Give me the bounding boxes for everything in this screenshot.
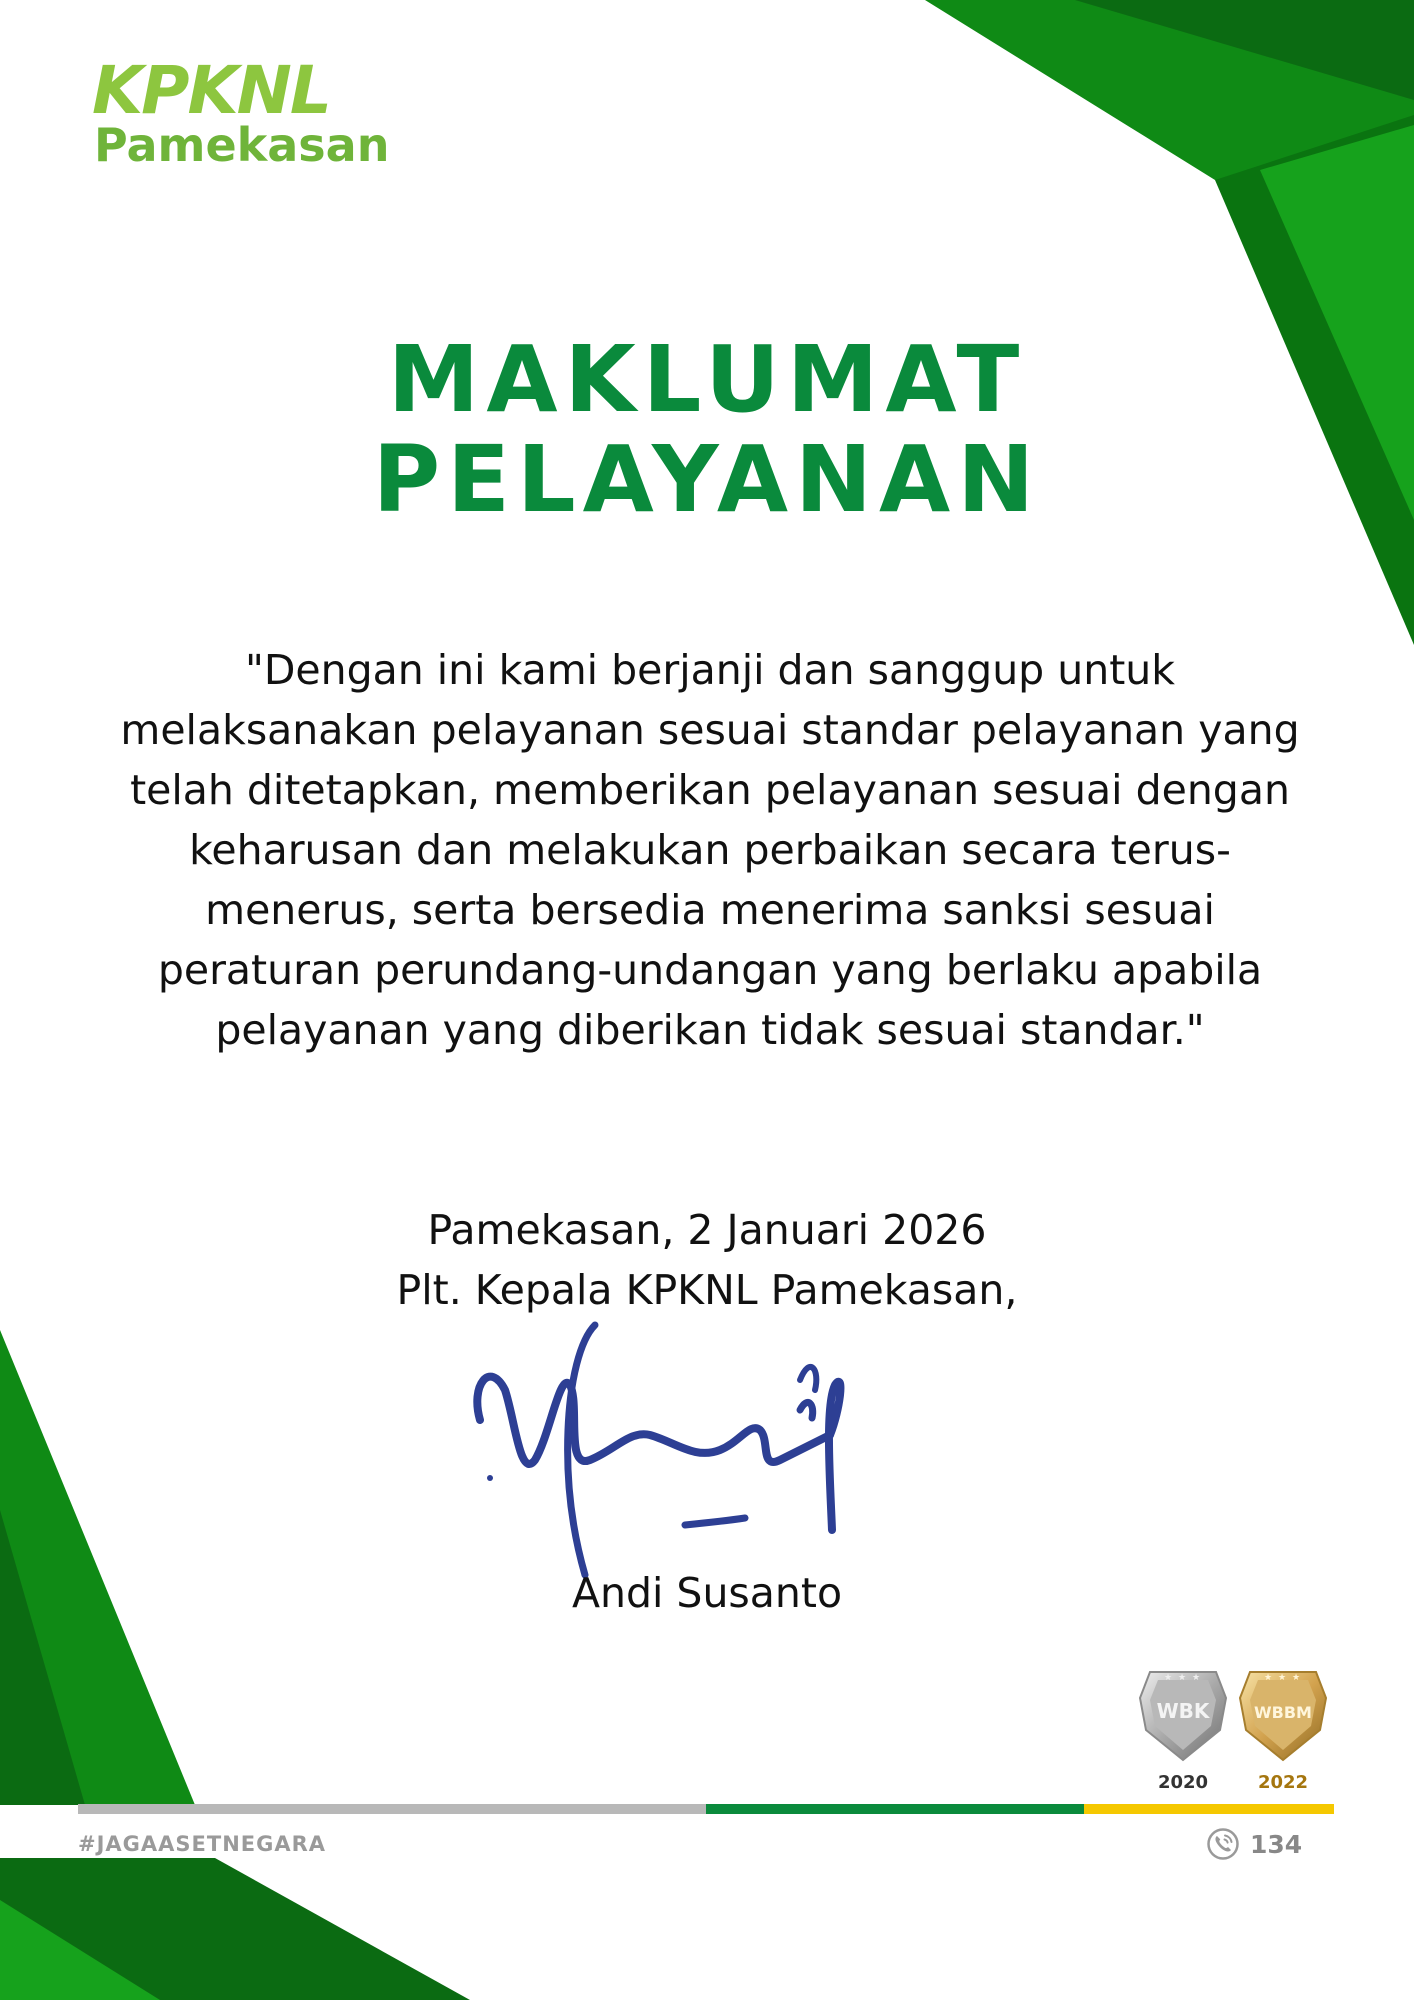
wbk-year: 2020 [1157, 1772, 1209, 1793]
place-date: Pamekasan, 2 Januari 2026 [427, 1206, 987, 1254]
footer-bar-yellow [1084, 1804, 1334, 1814]
service-statement: "Dengan ini kami berjanji dan sanggup untuk melaksanakan pelayanan sesuai standar pelayanan yang telah ditetapkan, memberikan pelayanan sesuai dengan keharusan dan melakukan perbaikan secara terus-menerus, serta bersedia menerima sanksi sesuai peraturan perundang-undangan yang berlaku apabila pelayanan yang diberikan tidak sesuai standar." [120, 646, 1300, 1054]
logo-text: KPKNL [92, 52, 330, 129]
wbbm-shield-icon [1238, 1668, 1328, 1764]
contact-center [1206, 1826, 1302, 1862]
signer-name: Andi Susanto [571, 1569, 843, 1617]
svg-text:★: ★ [1264, 1673, 1273, 1683]
svg-text:★: ★ [1292, 1673, 1301, 1683]
svg-text:WBBM: WBBM [1254, 1703, 1312, 1722]
handwritten-signature [460, 1310, 940, 1590]
page-title [0, 326, 1414, 533]
kpknl-pamekasan-logo [92, 52, 390, 172]
award-badges [1138, 1668, 1328, 1798]
wbbm-badge [1238, 1668, 1328, 1793]
contact-number: 134 [1250, 1829, 1303, 1859]
svg-text:★: ★ [1192, 1673, 1201, 1683]
wbk-shield-icon [1138, 1668, 1228, 1764]
wbk-badge [1138, 1668, 1228, 1793]
title-line-2: PELAYANAN [372, 426, 1042, 533]
phone-icon [1206, 1827, 1240, 1861]
svg-text:★: ★ [1164, 1673, 1173, 1683]
footer-bar-gray [78, 1804, 706, 1814]
footer-bar-green [706, 1804, 1084, 1814]
title-line-1: MAKLUMAT [387, 326, 1027, 433]
wbbm-year: 2022 [1257, 1772, 1309, 1793]
svg-text:★: ★ [1178, 1673, 1187, 1683]
svg-text:WBK: WBK [1156, 1699, 1210, 1723]
svg-text:★: ★ [1278, 1673, 1287, 1683]
hashtag: #JAGAASETNEGARA [78, 1832, 327, 1856]
logo-place: Pamekasan [94, 118, 390, 172]
official-position: Plt. Kepala KPKNL Pamekasan, [396, 1266, 1018, 1314]
